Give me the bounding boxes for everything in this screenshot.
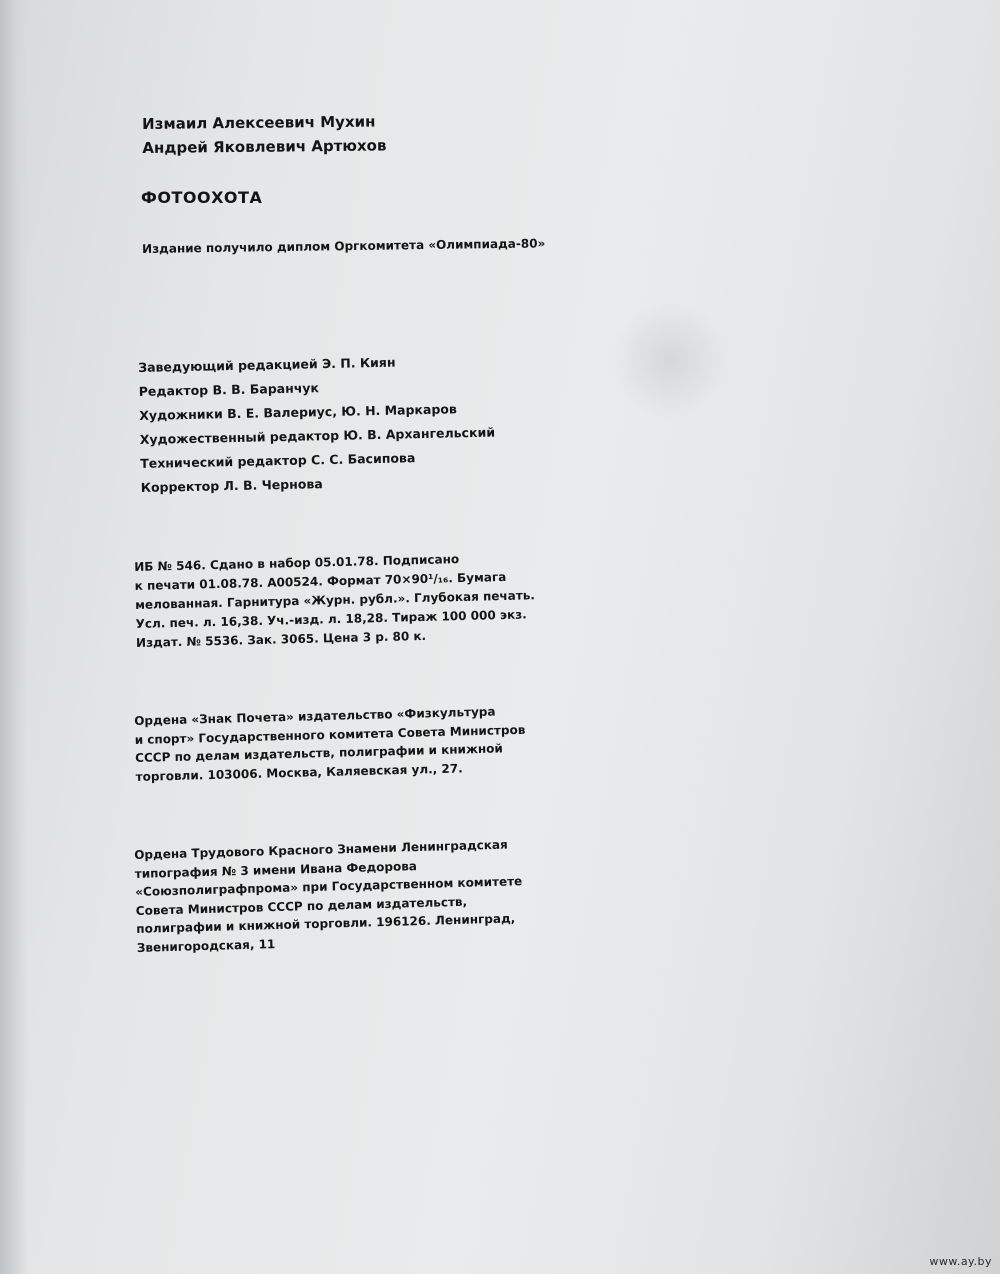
paper-crease xyxy=(610,300,730,420)
author-name: Измаил Алексеевич Мухин xyxy=(142,112,376,133)
staff-line: Художники В. Е. Валериус, Ю. Н. Маркаров xyxy=(139,401,457,423)
diploma-note: Издание получило диплом Оргкомитета «Олимпиада-80» xyxy=(142,236,546,256)
print-info-line: мелованная. Гарнитура «Журн. рубл.». Глубокая печать. xyxy=(134,588,536,612)
staff-line: Технический редактор С. С. Басипова xyxy=(140,450,416,471)
staff-credits xyxy=(138,349,496,500)
printer-info xyxy=(134,835,524,957)
printer-line: Звенигородская, 11 xyxy=(136,936,276,955)
publisher-line: СССР по делам издательств, полиграфии и книжной xyxy=(135,741,504,765)
printer-line: Совета Министров СССР по делам издательств, xyxy=(135,894,468,918)
page-edge-shadow xyxy=(0,0,28,1274)
publisher-line: торговли. 103006. Москва, Каляевская ул., 27. xyxy=(135,760,463,784)
publisher-line: Ордена «Знак Почета» издательство «Физкультура xyxy=(134,704,496,728)
staff-line: Художественный редактор Ю. В. Архангельский xyxy=(139,424,496,447)
book-title: ФОТООХОТА xyxy=(141,188,263,207)
print-info-line: ИБ № 546. Сдано в набор 05.01.78. Подписано xyxy=(134,552,460,574)
print-info-line: Издат. № 5536. Зак. 3065. Цена 3 р. 80 к. xyxy=(135,628,427,650)
printer-line: полиграфии и книжной торговли. 196126. Ленинград, xyxy=(136,911,516,936)
staff-line: Заведующий редакцией Э. П. Киян xyxy=(138,354,396,375)
print-info-line: Усл. печ. л. 16,38. Уч.-изд. л. 18,28. Тираж 100 000 экз. xyxy=(135,607,527,631)
print-info-line: к печати 01.08.78. А00524. Формат 70×90¹/₁₆. Бумага xyxy=(134,569,507,593)
author-name: Андрей Яковлевич Артюхов xyxy=(142,136,387,157)
print-info xyxy=(134,548,536,653)
site-watermark: www.ay.by xyxy=(929,1255,992,1268)
publisher-info xyxy=(134,702,527,786)
printer-line: типография № 3 имени Ивана Федорова xyxy=(134,858,418,881)
staff-line: Редактор В. В. Баранчук xyxy=(138,380,320,399)
staff-line: Корректор Л. В. Чернова xyxy=(140,476,323,495)
printer-line: Ордена Трудового Красного Знамени Ленинградская xyxy=(134,837,508,862)
publisher-line: и спорт» Государственного комитета Совета Министров xyxy=(134,722,526,747)
authors-block xyxy=(142,109,387,160)
printer-line: «Союзполиграфпрома» при Государственном комитете xyxy=(135,874,523,899)
